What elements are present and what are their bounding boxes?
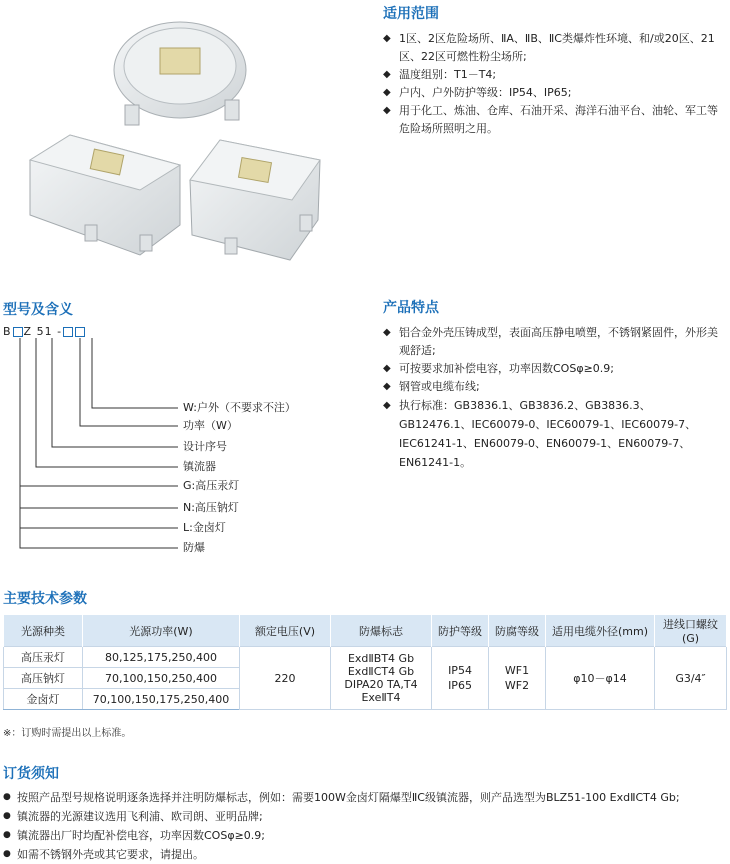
code-z: Z bbox=[23, 325, 33, 338]
col-header: 额定电压(V) bbox=[240, 615, 331, 647]
specs-note: ※：订购时需提出以上标准。 bbox=[3, 728, 132, 739]
table-header-row bbox=[4, 615, 727, 647]
model-label-g: G:高压汞灯 bbox=[183, 479, 240, 492]
list-item: ◆ 钢管或电缆布线; bbox=[383, 378, 723, 396]
cell-voltage: 220 bbox=[240, 647, 331, 710]
model-bracket-lines bbox=[0, 336, 200, 556]
wf-value: WF2 bbox=[504, 679, 530, 692]
col-header: 适用电缆外径(mm) bbox=[546, 615, 655, 647]
model-label-w: W:户外（不要求不注） bbox=[183, 401, 296, 414]
col-header: 防护等级 bbox=[432, 615, 489, 647]
model-label-ballast: 镇流器 bbox=[183, 460, 216, 473]
ex-mark: ExeⅡT4 bbox=[361, 691, 401, 704]
table-row bbox=[4, 647, 727, 668]
list-item: ● 按照产品型号规格说明逐条选择并注明防爆标志，例如：需要100W金卤灯隔爆型ⅡC级镇流器，则产品选型为BLZ51-100 ExdⅡCT4 Gb; bbox=[3, 788, 727, 807]
model-label-design: 设计序号 bbox=[183, 440, 227, 453]
col-header: 光源功率(W) bbox=[83, 615, 240, 647]
cell-type: 金卤灯 bbox=[4, 689, 83, 710]
ex-mark: DIPA20 TA,T4 bbox=[344, 678, 418, 691]
model-title: 型号及含义 bbox=[3, 302, 73, 318]
ip-value: IP65 bbox=[448, 679, 472, 692]
code-num: 51 bbox=[36, 325, 53, 338]
ballast-enclosures-image bbox=[0, 10, 360, 270]
ip-value: IP54 bbox=[448, 664, 472, 677]
order-title: 订货须知 bbox=[3, 766, 59, 782]
list-item: ◆ 执行标准：GB3836.1、GB3836.2、GB3836.3、GB12476.1、IEC60079-0、IEC60079-1、IEC60079-7、IEC61241-1、EN60079-0、EN60079-1、EN60079-7、EN61241-1。 bbox=[383, 396, 723, 472]
cell-power: 70,100,150,250,400 bbox=[83, 668, 240, 689]
list-item: ◆ 可按要求加补偿电容，功率因数COSφ≥0.9; bbox=[383, 360, 723, 378]
cell-ip bbox=[432, 647, 489, 710]
col-header: 防爆标志 bbox=[331, 615, 432, 647]
features-list bbox=[383, 324, 723, 472]
list-item: ◆ 温度组别：T1－T4; bbox=[383, 66, 723, 84]
list-item: ◆ 用于化工、炼油、仓库、石油开采、海洋石油平台、油轮、军工等危险场所照明之用。 bbox=[383, 102, 723, 138]
product-photos bbox=[0, 10, 360, 270]
cell-cable: φ10－φ14 bbox=[546, 647, 655, 710]
code-b: B bbox=[3, 325, 12, 338]
col-header: 进线口螺纹(G) bbox=[655, 615, 727, 647]
usage-title: 适用范围 bbox=[383, 6, 439, 22]
list-item: ● 镇流器的光源建议选用飞利浦、欧司朗、亚明品牌; bbox=[3, 807, 727, 826]
code-dash: - bbox=[57, 325, 63, 338]
model-label-n: N:高压钠灯 bbox=[183, 501, 239, 514]
col-header: 防腐等级 bbox=[489, 615, 546, 647]
model-label-explosion: 防爆 bbox=[183, 541, 205, 554]
cell-thread: G3/4″ bbox=[655, 647, 727, 710]
specs-table bbox=[3, 615, 727, 710]
list-item: ◆ 铝合金外壳压铸成型，表面高压静电喷塑，不锈钢紧固件，外形美观舒适; bbox=[383, 324, 723, 360]
cell-ex-marks bbox=[331, 647, 432, 710]
col-header: 光源种类 bbox=[4, 615, 83, 647]
cell-type: 高压钠灯 bbox=[4, 668, 83, 689]
specs-title: 主要技术参数 bbox=[3, 591, 87, 607]
cell-power: 80,125,175,250,400 bbox=[83, 647, 240, 668]
wf-value: WF1 bbox=[504, 664, 530, 677]
list-item: ● 镇流器出厂时均配补偿电容，功率因数COSφ≥0.9; bbox=[3, 826, 727, 845]
ex-mark: ExdⅡCT4 Gb bbox=[347, 665, 415, 678]
cell-wf bbox=[489, 647, 546, 710]
usage-list bbox=[383, 30, 723, 138]
ex-mark: ExdⅡBT4 Gb bbox=[347, 652, 415, 665]
cell-type: 高压汞灯 bbox=[4, 647, 83, 668]
model-label-l: L:金卤灯 bbox=[183, 521, 226, 534]
order-list bbox=[3, 788, 727, 864]
cell-power: 70,100,150,175,250,400 bbox=[83, 689, 240, 710]
list-item: ◆ 1区、2区危险场所、ⅡA、ⅡB、ⅡC类爆炸性环境、和/或20区、21区、22区可燃性粉尘场所; bbox=[383, 30, 723, 66]
list-item: ● 如需不锈钢外壳或其它要求，请提出。 bbox=[3, 845, 727, 864]
model-label-power: 功率（W） bbox=[183, 419, 238, 432]
features-title: 产品特点 bbox=[383, 300, 439, 316]
list-item: ◆ 户内、户外防护等级：IP54、IP65; bbox=[383, 84, 723, 102]
